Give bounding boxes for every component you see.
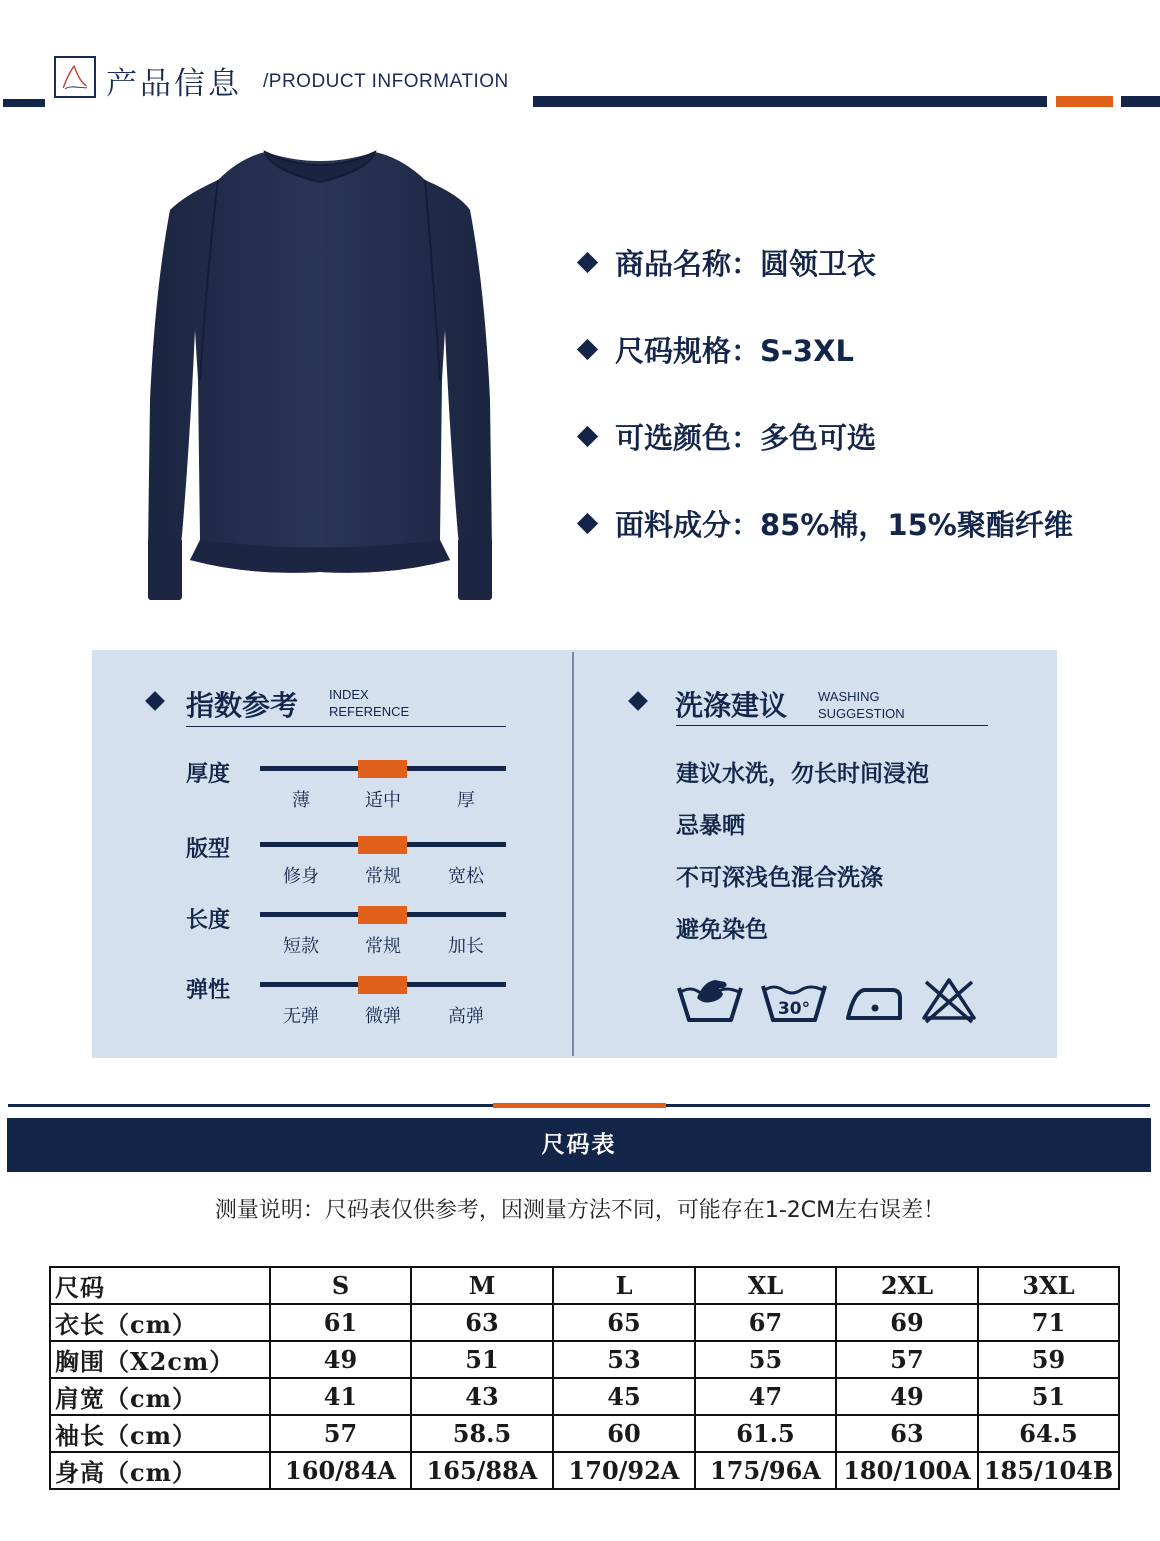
size-table bbox=[49, 1266, 1120, 1490]
index-label-fit: 版型 bbox=[186, 837, 231, 862]
size-table-header-row bbox=[50, 1267, 1119, 1304]
washing-underline bbox=[676, 725, 988, 726]
page-title: 产品信息 bbox=[106, 66, 242, 102]
table-cell: M bbox=[411, 1267, 553, 1304]
washing-title-en-2: SUGGESTION bbox=[818, 706, 905, 721]
table-cell: 49 bbox=[836, 1378, 978, 1415]
washing-instruction: 忌暴晒 bbox=[676, 813, 745, 839]
washing-instruction: 建议水洗，勿长时间浸泡 bbox=[676, 761, 929, 787]
index-option: 常规 bbox=[365, 866, 401, 887]
table-cell: 51 bbox=[411, 1341, 553, 1378]
table-cell: 61 bbox=[270, 1304, 411, 1341]
table-cell: 60 bbox=[553, 1415, 695, 1452]
table-cell: S bbox=[270, 1267, 411, 1304]
hand-wash-icon bbox=[675, 974, 745, 1026]
brand-logo-icon bbox=[54, 56, 96, 98]
table-cell: 180/100A bbox=[836, 1452, 978, 1489]
index-option: 适中 bbox=[365, 790, 401, 811]
table-cell: 71 bbox=[978, 1304, 1119, 1341]
table-row bbox=[50, 1341, 1119, 1378]
table-cell: 58.5 bbox=[411, 1415, 553, 1452]
index-option: 短款 bbox=[283, 936, 319, 957]
size-chart-divider-accent bbox=[493, 1103, 666, 1108]
index-option: 修身 bbox=[283, 866, 319, 887]
table-cell: 47 bbox=[695, 1378, 836, 1415]
index-option: 无弹 bbox=[283, 1006, 319, 1027]
wash-30-icon bbox=[760, 974, 828, 1026]
index-label-thickness: 厚度 bbox=[186, 762, 231, 787]
table-cell: 49 bbox=[270, 1341, 411, 1378]
size-chart-note: 测量说明：尺码表仅供参考，因测量方法不同，可能存在1-2CM左右误差！ bbox=[214, 1198, 946, 1223]
table-cell: 64.5 bbox=[978, 1415, 1119, 1452]
size-chart-banner: 尺码表 bbox=[7, 1118, 1151, 1172]
index-option: 微弹 bbox=[365, 1006, 401, 1027]
index-option: 常规 bbox=[365, 936, 401, 957]
table-cell: 175/96A bbox=[695, 1452, 836, 1489]
iron-low-icon bbox=[844, 974, 904, 1026]
table-cell: 59 bbox=[978, 1341, 1119, 1378]
header-bar-right bbox=[1121, 96, 1160, 107]
table-cell: 67 bbox=[695, 1304, 836, 1341]
index-option: 高弹 bbox=[448, 1006, 484, 1027]
table-cell: 185/104B bbox=[978, 1452, 1119, 1489]
table-cell: 69 bbox=[836, 1304, 978, 1341]
table-cell: 170/92A bbox=[553, 1452, 695, 1489]
index-option: 薄 bbox=[292, 790, 310, 811]
index-option: 宽松 bbox=[448, 866, 484, 887]
table-row bbox=[50, 1415, 1119, 1452]
table-cell: 衣长（cm） bbox=[50, 1304, 270, 1341]
table-cell: 身高（cm） bbox=[50, 1452, 270, 1489]
table-row bbox=[50, 1378, 1119, 1415]
table-cell: 41 bbox=[270, 1378, 411, 1415]
washing-title: 洗涤建议 bbox=[675, 689, 788, 722]
index-reference-underline bbox=[186, 726, 506, 727]
info-item-name bbox=[578, 242, 876, 283]
diamond-bullet-icon bbox=[577, 339, 598, 360]
table-cell: L bbox=[553, 1267, 695, 1304]
info-item-label: 可选颜色：多色可选 bbox=[615, 421, 877, 455]
table-cell: 3XL bbox=[978, 1267, 1119, 1304]
table-cell: 53 bbox=[553, 1341, 695, 1378]
table-cell: 55 bbox=[695, 1341, 836, 1378]
header-bar-accent bbox=[1056, 96, 1113, 107]
panel-divider bbox=[572, 652, 574, 1056]
index-selected-marker bbox=[358, 906, 407, 924]
table-cell: 43 bbox=[411, 1378, 553, 1415]
table-row bbox=[50, 1452, 1119, 1489]
index-selected-marker bbox=[358, 836, 407, 854]
table-cell: 160/84A bbox=[270, 1452, 411, 1489]
table-cell: XL bbox=[695, 1267, 836, 1304]
table-cell: 65 bbox=[553, 1304, 695, 1341]
svg-text:30°: 30° bbox=[777, 999, 811, 1019]
index-selected-marker bbox=[358, 976, 407, 994]
info-item-label: 面料成分：85%棉，15%聚酯纤维 bbox=[615, 508, 1073, 542]
table-cell: 袖长（cm） bbox=[50, 1415, 270, 1452]
diamond-bullet-icon bbox=[577, 252, 598, 273]
diamond-bullet-icon bbox=[577, 426, 598, 447]
info-item-size bbox=[578, 329, 854, 370]
washing-instruction: 不可深浅色混合洗涤 bbox=[676, 865, 883, 891]
table-cell: 63 bbox=[836, 1415, 978, 1452]
table-cell: 165/88A bbox=[411, 1452, 553, 1489]
index-label-elasticity: 弹性 bbox=[186, 978, 231, 1003]
page-subtitle: /PRODUCT INFORMATION bbox=[263, 71, 509, 92]
index-option: 加长 bbox=[448, 936, 484, 957]
index-reference-title: 指数参考 bbox=[186, 689, 299, 722]
table-row bbox=[50, 1304, 1119, 1341]
no-bleach-icon bbox=[918, 974, 980, 1026]
index-label-length: 长度 bbox=[186, 908, 231, 933]
index-reference-title-en-2: REFERENCE bbox=[329, 704, 410, 719]
washing-instruction: 避免染色 bbox=[676, 917, 768, 943]
navy-sweatshirt-image bbox=[140, 140, 500, 610]
table-cell: 63 bbox=[411, 1304, 553, 1341]
index-selected-marker bbox=[358, 760, 407, 778]
table-cell: 胸围（X2cm） bbox=[50, 1341, 270, 1378]
index-reference-title-en-1: INDEX bbox=[329, 687, 369, 702]
info-item-color bbox=[578, 416, 876, 457]
table-cell: 57 bbox=[836, 1341, 978, 1378]
diamond-bullet-icon bbox=[577, 513, 598, 534]
info-item-fabric bbox=[578, 503, 1073, 544]
header-bar-main bbox=[533, 96, 1047, 107]
washing-title-en-1: WASHING bbox=[818, 689, 880, 704]
info-item-label: 尺码规格：S-3XL bbox=[615, 334, 854, 368]
index-option: 厚 bbox=[457, 790, 475, 811]
table-cell: 尺码 bbox=[50, 1267, 270, 1304]
table-cell: 2XL bbox=[836, 1267, 978, 1304]
table-cell: 57 bbox=[270, 1415, 411, 1452]
table-cell: 肩宽（cm） bbox=[50, 1378, 270, 1415]
header-bar-left bbox=[3, 99, 45, 107]
table-cell: 61.5 bbox=[695, 1415, 836, 1452]
table-cell: 51 bbox=[978, 1378, 1119, 1415]
table-cell: 45 bbox=[553, 1378, 695, 1415]
info-item-label: 商品名称：圆领卫衣 bbox=[615, 247, 877, 281]
